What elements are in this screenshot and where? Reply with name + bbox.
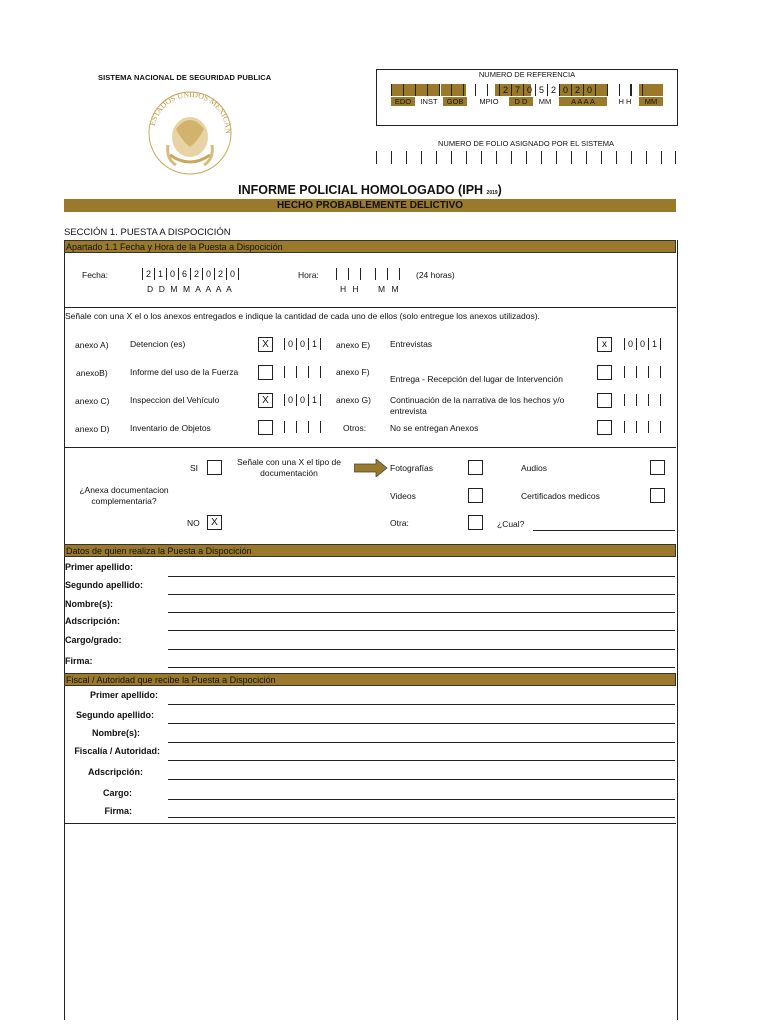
fecha-label: Fecha:: [82, 270, 108, 280]
anexo-f-checkbox[interactable]: [597, 365, 612, 380]
anexo-name: Entrega - Recepción del lugar de Intervención: [390, 374, 563, 384]
adscripcion-input[interactable]: [168, 630, 675, 631]
cual-label: ¿Cual?: [497, 519, 525, 529]
anexo-name: Continuación de la narrativa de los hechos y/o entrevista: [390, 395, 565, 416]
primer-apellido-input[interactable]: [168, 576, 675, 577]
hora-format-m: M M: [378, 284, 401, 294]
hora-label: Hora:: [298, 270, 319, 280]
segundo-apellido-input[interactable]: [168, 594, 675, 595]
anexo-name: Entrevistas: [390, 339, 433, 349]
field-label: Fiscalía / Autoridad:: [74, 746, 160, 756]
anexo-tag: anexo F): [336, 367, 370, 377]
qty-digit: [624, 421, 636, 433]
anexo-g-checkbox[interactable]: [597, 393, 612, 408]
doc-question: ¿Anexa documentacion complementaria?: [79, 485, 169, 506]
fecha-digit: 6: [178, 268, 190, 280]
field-label: Firma:: [65, 656, 93, 666]
folio-digits-row[interactable]: [376, 151, 676, 164]
fecha-digit: 0: [166, 268, 178, 280]
tipo-instruction: Señale con una X el tipo de documentación: [237, 457, 341, 478]
qty-digit: [624, 394, 636, 406]
autoridad-adscripcion-input[interactable]: [168, 779, 675, 780]
hora-mm-input[interactable]: [375, 268, 400, 280]
quien-realiza-header: Datos de quien realiza la Puesta a Dispocición: [64, 544, 676, 557]
anexo-tag: anexo D): [75, 424, 110, 434]
fecha-digit: 2: [214, 268, 226, 280]
ref-digit: 0: [559, 84, 571, 96]
national-seal-logo: [140, 85, 240, 177]
qty-digit: [648, 421, 661, 433]
anexo-tag: anexoB): [76, 368, 108, 378]
qty-digit: 0: [296, 394, 308, 406]
fecha-digit: 2: [190, 268, 202, 280]
agency-name: SISTEMA NACIONAL DE SEGURIDAD PUBLICA: [98, 73, 272, 82]
field-label: Adscripción:: [87, 767, 143, 777]
qty-digit: [308, 366, 321, 378]
anexo-name: Informe del uso de la Fuerza: [130, 367, 239, 377]
autoridad-nombres-input[interactable]: [168, 742, 675, 743]
anexo-tag: anexo C): [75, 396, 110, 406]
anexo-name: Inspeccion del Vehículo: [130, 395, 220, 405]
ref-label: H H: [618, 97, 632, 106]
anexo-tag: Otros:: [343, 423, 367, 433]
field-label: Primer apellido:: [65, 562, 134, 572]
autoridad-segundo-apellido-input[interactable]: [168, 723, 675, 724]
anexo-c-qty[interactable]: [284, 394, 321, 406]
divider: [64, 307, 676, 308]
svg-text:ESTADOS UNIDOS MEXICANOS: ESTADOS UNIDOS MEXICAN: [147, 89, 234, 135]
document-year: 2019: [486, 190, 498, 196]
ref-digit: 0: [583, 84, 595, 96]
ref-label: INST: [420, 97, 438, 106]
ref-label: MPIO: [479, 97, 499, 106]
qty-digit: 1: [648, 338, 661, 350]
anexo-tag: anexo G): [336, 395, 371, 405]
anexo-d-qty[interactable]: [284, 421, 321, 433]
fecha-digit: 2: [142, 268, 154, 280]
autoridad-header: Fiscal / Autoridad que recibe la Puesta a Dispocición: [64, 673, 676, 686]
qty-digit: [624, 366, 636, 378]
qty-digit: 0: [284, 394, 296, 406]
fotografias-checkbox[interactable]: [468, 460, 483, 475]
autoridad-firma-input[interactable]: [168, 817, 675, 818]
field-label: Cargo/grado:: [65, 635, 122, 645]
fecha-format: D D M M A A A A: [147, 284, 234, 294]
anexo-a-qty[interactable]: [284, 338, 321, 350]
reference-number-box: [376, 69, 678, 126]
ref-digit: 2: [547, 84, 559, 96]
field-label: Cargo:: [103, 788, 132, 798]
qty-digit: [636, 394, 648, 406]
tipo-fotografias-label: Fotografías: [390, 463, 433, 473]
fecha-digit: 0: [202, 268, 214, 280]
qty-digit: [284, 366, 296, 378]
ref-label: EDO: [391, 97, 415, 106]
anexo-b-checkbox[interactable]: [258, 365, 273, 380]
anexo-d-checkbox[interactable]: [258, 420, 273, 435]
si-label: SI: [190, 463, 199, 473]
hora-note: (24 horas): [416, 270, 455, 280]
document-title: [64, 183, 676, 197]
anexo-b-qty[interactable]: [284, 366, 321, 378]
qty-digit: 0: [636, 338, 648, 350]
qty-digit: [296, 421, 308, 433]
divider: [64, 447, 676, 448]
cual-input[interactable]: [533, 530, 675, 531]
qty-digit: [636, 421, 648, 433]
field-label: Segundo apellido:: [76, 710, 154, 720]
divider: [64, 823, 676, 824]
qty-digit: [308, 421, 321, 433]
field-label: Primer apellido:: [89, 690, 158, 700]
fiscalia-autoridad-input[interactable]: [168, 760, 675, 761]
anexo-a-checkbox[interactable]: X: [258, 337, 273, 352]
tipo-certificados-label: Certificados medicos: [521, 491, 600, 501]
field-label: Segundo apellido:: [65, 580, 143, 590]
qty-digit: [636, 366, 648, 378]
ref-label: D D: [509, 97, 533, 106]
tipo-audios-label: Audios: [521, 463, 547, 473]
document-title-text: INFORME POLICIAL HOMOLOGADO (IPH: [238, 183, 484, 197]
field-label: Nombre(s):: [91, 728, 140, 738]
no-checkbox[interactable]: X: [207, 515, 222, 530]
tipo-videos-label: Videos: [390, 491, 416, 501]
field-label: Nombre(s):: [65, 599, 114, 609]
no-label: NO: [187, 518, 200, 528]
qty-digit: 0: [296, 338, 308, 350]
section-title: SECCIÓN 1. PUESTA A DISPOCICIÓN: [64, 227, 231, 238]
ref-digit: 7: [511, 84, 523, 96]
anexo-e-qty[interactable]: [624, 338, 661, 350]
reference-tick-marks: [391, 84, 643, 96]
hora-format-h: H H: [340, 284, 361, 294]
anexo-g-qty[interactable]: [624, 394, 661, 406]
qty-digit: [284, 421, 296, 433]
tipo-otra-label: Otra:: [390, 518, 409, 528]
anexo-tag: anexo E): [336, 340, 371, 350]
qty-digit: 0: [624, 338, 636, 350]
anexo-name: Detencion (es): [130, 339, 186, 349]
anexo-f-qty[interactable]: [624, 366, 661, 378]
anexo-tag: anexo A): [75, 340, 109, 350]
anexo-name: No se entregan Anexos: [390, 423, 479, 433]
ref-label: GOB: [443, 97, 467, 106]
firma-input[interactable]: [168, 667, 675, 668]
otros-checkbox[interactable]: [597, 420, 612, 435]
certificados-checkbox[interactable]: [650, 488, 665, 503]
qty-digit: 1: [308, 338, 321, 350]
fecha-digit: 0: [226, 268, 239, 280]
fecha-digit: 1: [154, 268, 166, 280]
qty-digit: [296, 366, 308, 378]
autoridad-cargo-input[interactable]: [168, 799, 675, 800]
anexo-e-checkbox[interactable]: x: [597, 337, 612, 352]
fecha-input[interactable]: [142, 268, 239, 280]
folio-title: NUMERO DE FOLIO ASIGNADO POR EL SISTEMA: [437, 139, 614, 148]
ref-digit: 2: [571, 84, 583, 96]
hora-hh-input[interactable]: [336, 268, 361, 280]
qty-digit: [648, 394, 661, 406]
otra-checkbox[interactable]: [468, 515, 483, 530]
ref-label: MM: [639, 97, 663, 106]
si-checkbox[interactable]: [207, 460, 222, 475]
ref-digit: 5: [535, 84, 547, 96]
reference-digits-row[interactable]: [391, 84, 666, 96]
audios-checkbox[interactable]: [650, 460, 665, 475]
cargo-grado-input[interactable]: [168, 649, 675, 650]
apartado-header: Apartado 1.1 Fecha y Hora de la Puesta a Dispocición: [64, 240, 676, 253]
document-subtitle: HECHO PROBABLEMENTE DELICTIVO: [64, 199, 676, 212]
qty-digit: 0: [284, 338, 296, 350]
field-label: Adscripción:: [65, 616, 121, 626]
videos-checkbox[interactable]: [468, 488, 483, 503]
ref-label: MM: [538, 97, 552, 106]
anexos-instruction: Señale con una X el o los anexos entregados e indique la cantidad de cada uno de ellos (solo entregue los anexos utilizados).: [65, 311, 540, 321]
ref-digit: 0: [523, 84, 535, 96]
ref-label: A A A A: [559, 97, 607, 106]
autoridad-primer-apellido-input[interactable]: [168, 704, 675, 705]
document-title-close: ): [497, 183, 502, 197]
field-label: Firma:: [104, 806, 132, 816]
qty-digit: [648, 366, 661, 378]
otros-qty[interactable]: [624, 421, 661, 433]
ref-digit: 2: [499, 84, 511, 96]
nombres-input[interactable]: [168, 612, 675, 613]
reference-title: NUMERO DE REFERENCIA: [478, 70, 576, 79]
arrow-right-icon: [354, 459, 388, 482]
qty-digit: 1: [308, 394, 321, 406]
anexo-name: Inventario de Objetos: [130, 423, 211, 433]
anexo-c-checkbox[interactable]: X: [258, 393, 273, 408]
